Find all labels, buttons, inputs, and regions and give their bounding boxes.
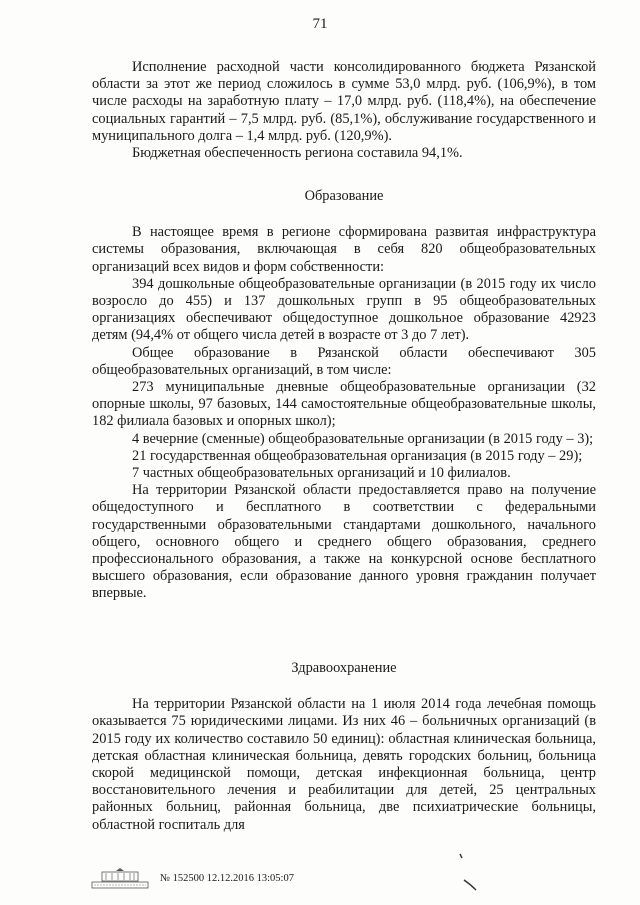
paragraph: Исполнение расходной части консолидированного бюджета Рязанской области за этот же период сложилось в сумме 53,0 млрд. руб. (106,9%), в том числе расходы на заработную плату – 17,0 млрд. руб. (118,4%), на обеспечение социальных гарантий – 7,5 млрд. руб. (85,1%), обслуживание государственного и муниципального долга – 1,4 млрд. руб. (120,9%). <box>92 59 596 144</box>
section-heading: Здравоохранение <box>291 660 397 676</box>
section-heading: Образование <box>304 188 384 204</box>
pen-mark-icon <box>452 852 482 892</box>
section-healthcare <box>92 660 596 834</box>
paragraph: Бюджетная обеспеченность региона составила 94,1%. <box>132 145 463 162</box>
paragraph: 394 дошкольные общеобразовательные организации (в 2015 году их число возросло до 455) и 137 дошкольных групп в 95 общеобразовательных организациях обеспечивают общедоступное дошкольное образование 42923 детям (94,4% от общего числа детей в возрасте от 3 до 7 лет). <box>92 275 596 344</box>
paragraph: 7 частных общеобразовательных организаций и 10 филиалов. <box>132 465 511 482</box>
document-number: № 152500 12.12.2016 13:05:07 <box>160 873 294 884</box>
paragraph: В настоящее время в регионе сформирована развитая инфраструктура системы образования, включающая в себя 820 общеобразовательных организаций всех видов и форм собственности: <box>92 224 596 275</box>
paragraph: 21 государственная общеобразовательная организация (в 2015 году – 29); <box>132 447 583 464</box>
paragraph: 4 вечерние (сменные) общеобразовательные организации (в 2015 году – 3); <box>132 430 594 447</box>
paragraph: На территории Рязанской области предоставляется право на получение общедоступного и бесплатного в соответствии с федеральными государственными образовательными стандартами дошкольного, начального общего, основного общего и среднего общего образования, среднего профессионального образования, а также на конкурсной основе бесплатного высшего образования, если образование данного уровня гражданин получает впервые. <box>92 482 596 602</box>
page-number: 71 <box>312 16 328 32</box>
footer-stamp <box>88 866 348 892</box>
section-education <box>92 188 596 603</box>
paragraph: Общее образование в Рязанской области обеспечивают 305 общеобразовательных организаций, в том числе: <box>92 344 596 378</box>
paragraph: На территории Рязанской области на 1 июля 2014 года лечебная помощь оказывается 75 юридическими лицами. Из них 46 – больничных организаций (в 2015 году их количество составило 50 единиц): областная клиническая больница, детская областная клиническая больница, девять городских больниц, больница скорой медицинской помощи, детская инфекционная больница, центр восстановительного лечения и реабилитации для детей, 25 центральных районных больниц, районная больница, две психиатрические больницы, областной госпиталь для <box>92 696 596 833</box>
paragraph: 273 муниципальные дневные общеобразовательные организации (32 опорные школы, 97 базовых, 144 самостоятельные общеобразовательные школы, 182 филиала базовых и опорных школ); <box>92 379 596 430</box>
section-budget <box>92 59 596 162</box>
building-seal-icon <box>88 866 152 890</box>
